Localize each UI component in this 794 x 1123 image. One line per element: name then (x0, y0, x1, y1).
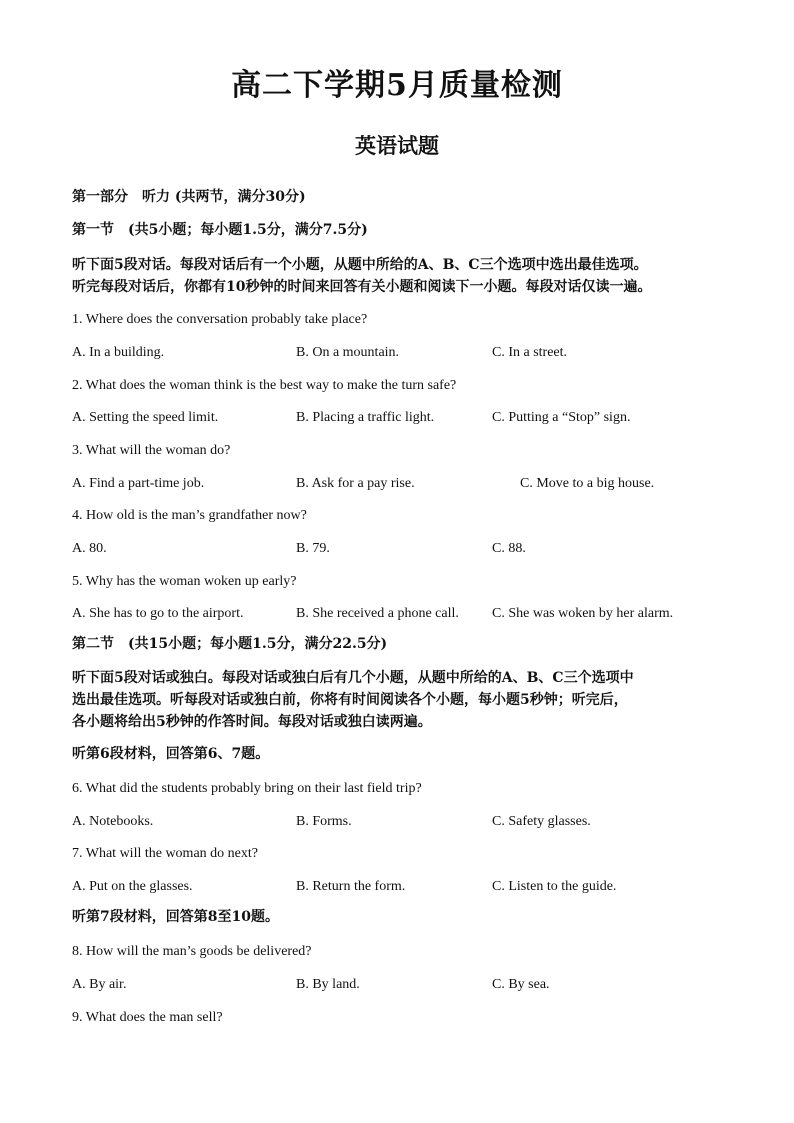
question-3-stem: 3. What will the woman do? (72, 443, 231, 458)
question-5-stem: 5. Why has the woman woken up early? (72, 574, 297, 589)
question-4-stem: 4. How old is the man’s grandfather now? (72, 508, 307, 523)
question-6-option-c: C. Safety glasses. (492, 814, 591, 829)
instruction-line: 选出最佳选项。听每段对话或独白前，你将有时间阅读各个小题，每小题5秒钟；听完后， (72, 692, 628, 708)
question-8-option-a: A. By air. (72, 977, 127, 992)
material-6-heading: 听第6段材料，回答第6、7题。 (72, 746, 270, 762)
part1-heading: 第一部分 听力 (共两节，满分30分) (72, 189, 306, 205)
question-4-option-b: B. 79. (296, 541, 330, 556)
question-8-option-b: B. By land. (296, 977, 360, 992)
question-8-stem: 8. How will the man’s goods be delivered? (72, 944, 312, 959)
instruction-line: 各小题将给出5秒钟的作答时间。每段对话或独白读两遍。 (72, 714, 432, 730)
question-8-option-c: C. By sea. (492, 977, 550, 992)
instruction-line: 听下面5段对话或独白。每段对话或独白后有几个小题，从题中所给的A、B、C三个选项中 (72, 670, 634, 686)
question-5-option-a: A. She has to go to the airport. (72, 606, 244, 621)
page-title: 高二下学期5月质量检测 (231, 68, 563, 103)
question-7-option-c: C. Listen to the guide. (492, 879, 617, 894)
question-5-option-c: C. She was woken by her alarm. (492, 606, 674, 621)
question-5-option-b: B. She received a phone call. (296, 606, 459, 621)
section1-instructions (72, 254, 732, 298)
instruction-line: 听下面5段对话。每段对话后有一个小题，从题中所给的A、B、C三个选项中选出最佳选项。 (72, 257, 648, 273)
question-4-option-a: A. 80. (72, 541, 107, 556)
question-9-stem: 9. What does the man sell? (72, 1010, 223, 1025)
section2-heading: 第二节 (共15小题；每小题1.5分，满分22.5分) (72, 636, 388, 652)
question-6-option-b: B. Forms. (296, 814, 352, 829)
question-4-option-c: C. 88. (492, 541, 526, 556)
question-1-option-a: A. In a building. (72, 345, 165, 360)
question-2-stem: 2. What does the woman think is the best way to make the turn safe? (72, 378, 457, 393)
question-3-option-c: C. Move to a big house. (520, 476, 655, 491)
question-1-option-c: C. In a street. (492, 345, 568, 360)
page-subtitle: 英语试题 (355, 133, 439, 158)
question-1-stem: 1. Where does the conversation probably take place? (72, 312, 368, 327)
question-7-option-a: A. Put on the glasses. (72, 879, 193, 894)
question-2-option-b: B. Placing a traffic light. (296, 410, 435, 425)
question-3-option-b: B. Ask for a pay rise. (296, 476, 415, 491)
question-6-option-a: A. Notebooks. (72, 814, 154, 829)
question-7-option-b: B. Return the form. (296, 879, 406, 894)
instruction-line: 听完每段对话后，你都有10秒钟的时间来回答有关小题和阅读下一小题。每段对话仅读一遍。 (72, 279, 652, 295)
material-7-heading: 听第7段材料，回答第8至10题。 (72, 909, 279, 925)
question-3-option-a: A. Find a part-time job. (72, 476, 205, 491)
question-1-option-b: B. On a mountain. (296, 345, 400, 360)
question-2-option-a: A. Setting the speed limit. (72, 410, 219, 425)
section1-heading: 第一节 (共5小题；每小题1.5分，满分7.5分) (72, 222, 368, 238)
section2-instructions (72, 667, 732, 733)
question-6-stem: 6. What did the students probably bring on their last field trip? (72, 781, 422, 796)
question-2-option-c: C. Putting a “Stop” sign. (492, 410, 631, 425)
question-7-stem: 7. What will the woman do next? (72, 846, 258, 861)
